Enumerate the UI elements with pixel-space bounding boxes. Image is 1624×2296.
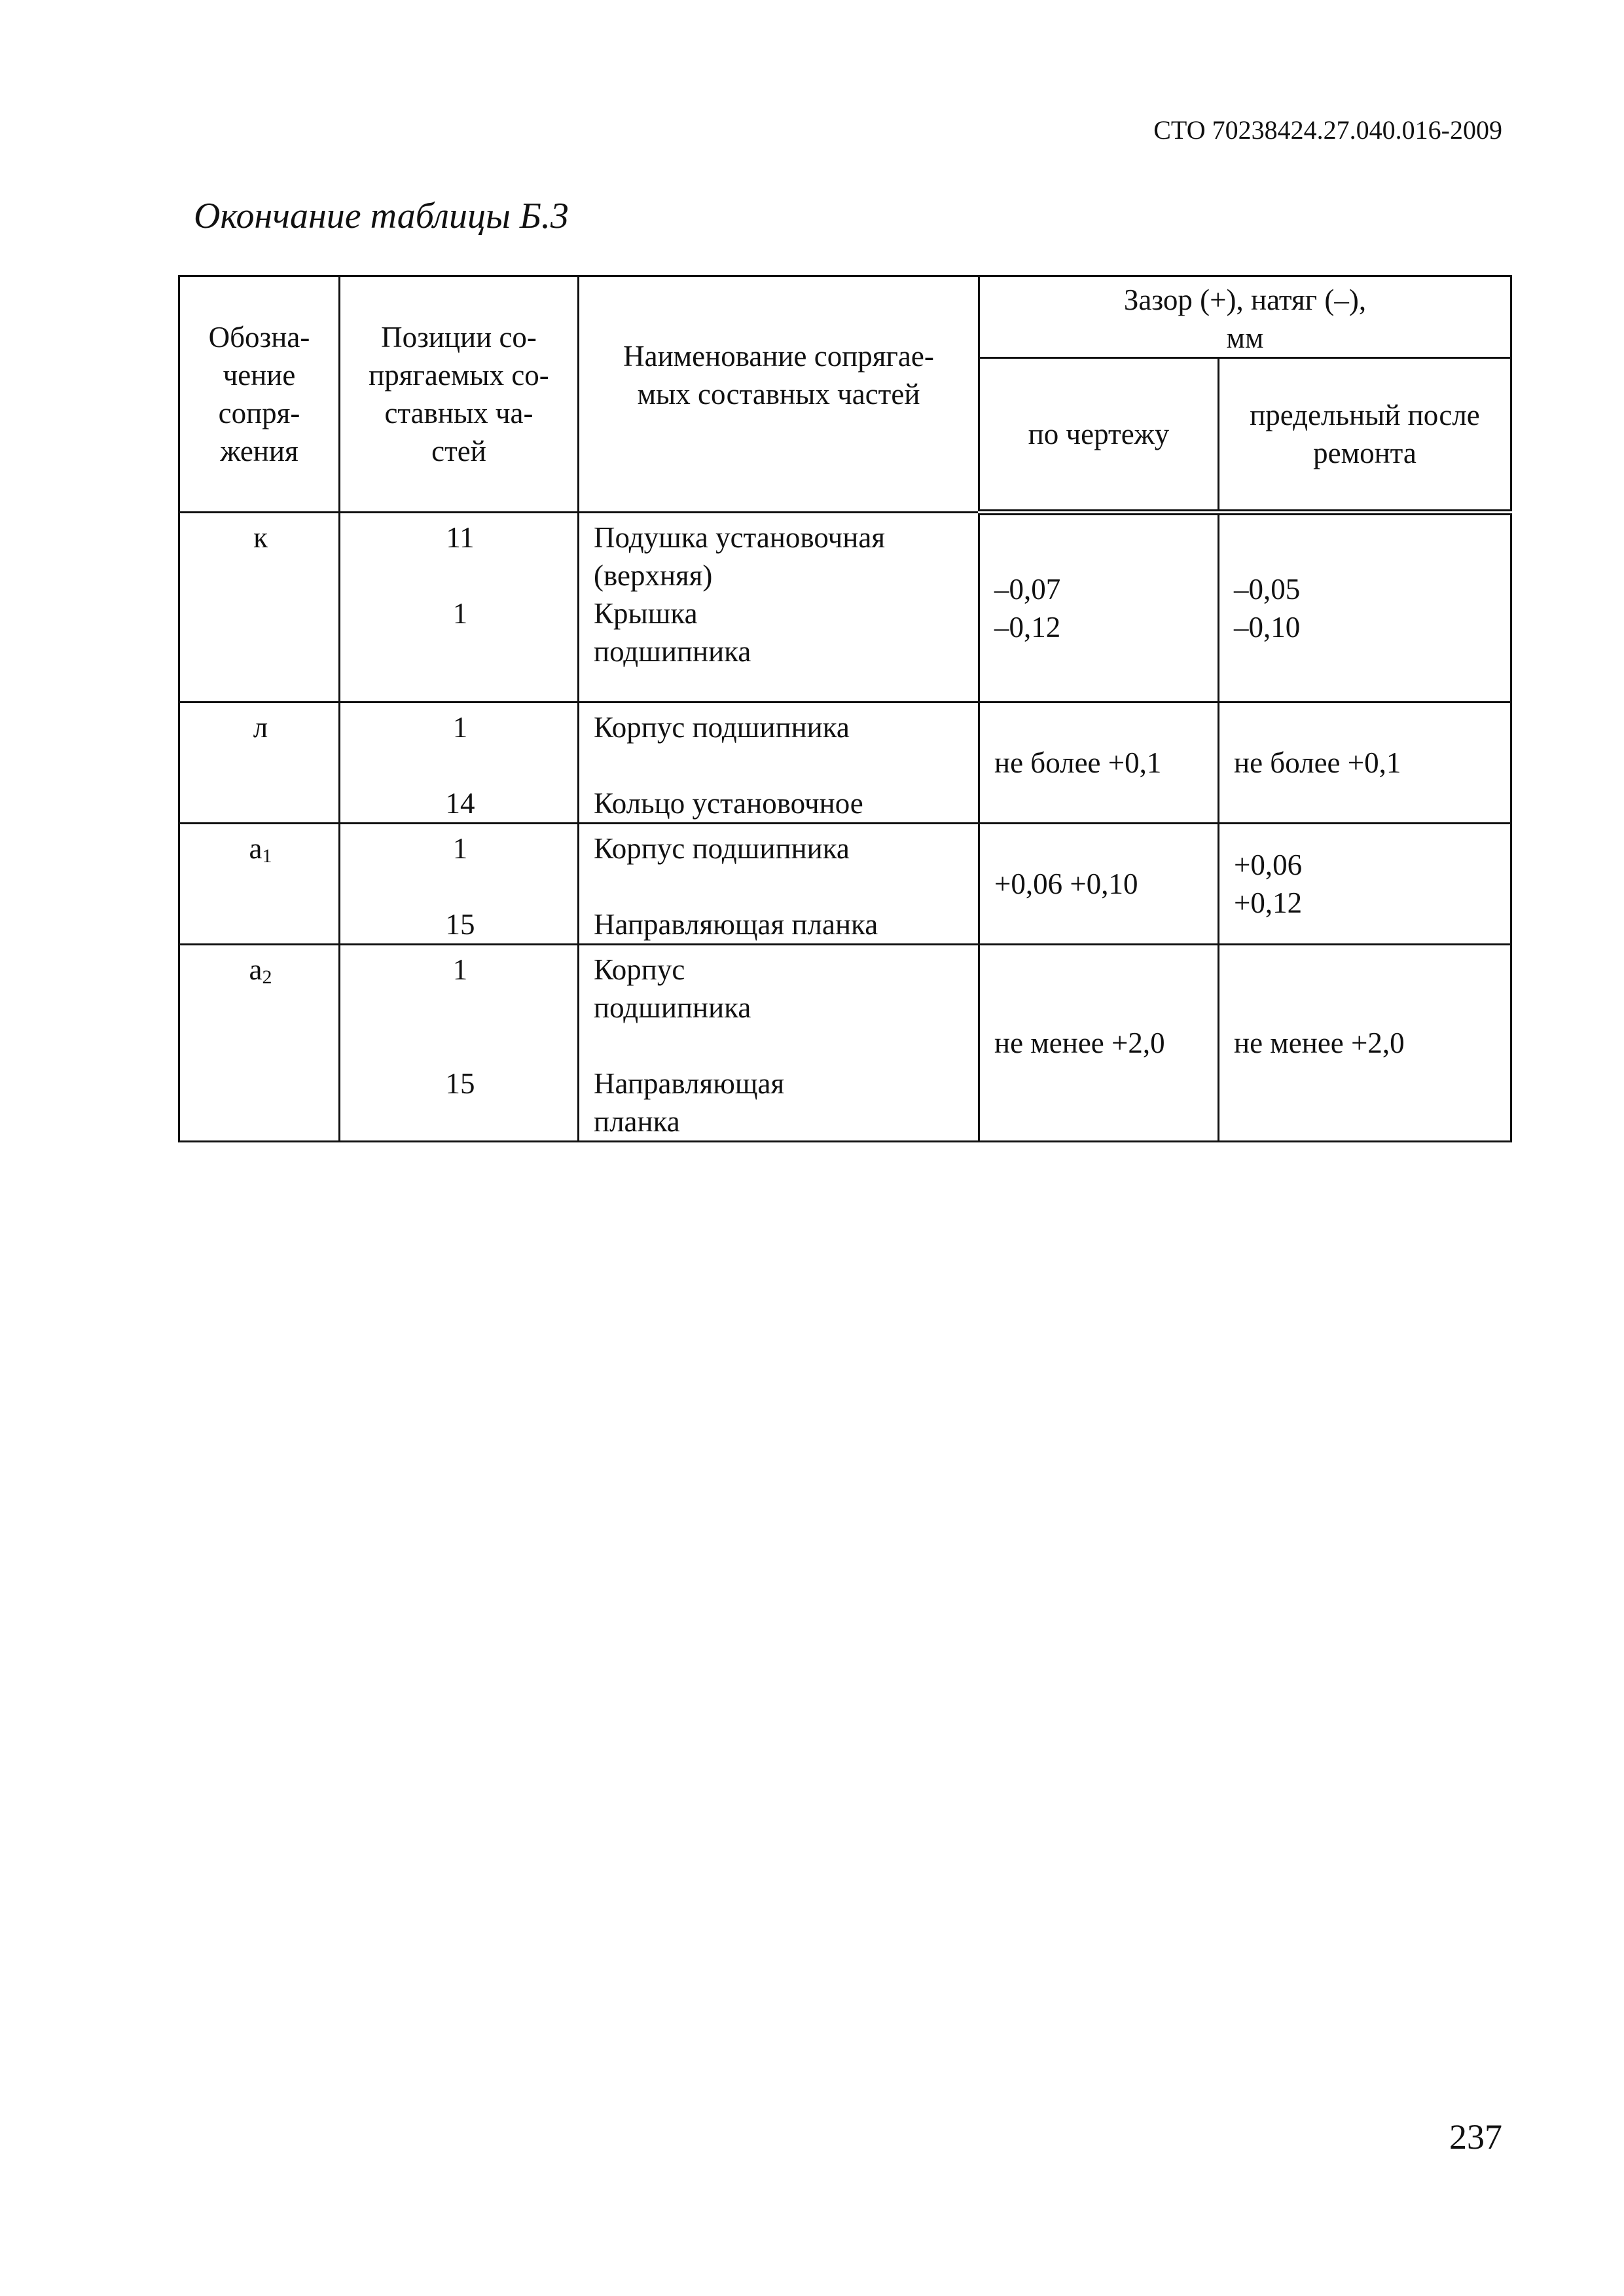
header-gap-group: Зазор (+), натяг (–), мм: [979, 276, 1511, 358]
document-code: СТО 70238424.27.040.016-2009: [1153, 115, 1502, 145]
drawing-value-cell: +0,06 +0,10: [979, 824, 1219, 945]
part-names-cell: Корпус подшипника Направляющая планка: [579, 824, 979, 945]
header-row-1: [179, 276, 1511, 358]
designation-cell: л: [179, 702, 340, 824]
page-number: 237: [1449, 2117, 1502, 2157]
positions-cell: 1 14: [340, 702, 579, 824]
header-part-name: Наименование сопрягае- мых составных частей: [579, 276, 979, 513]
part-names-cell: Подушка установочная (верхняя) Крышка подшипника: [579, 513, 979, 702]
part-names-cell: Корпус подшипника Кольцо установочное: [579, 702, 979, 824]
table-row: [179, 702, 1511, 824]
header-positions: Позиции со- прягаемых со- ставных ча- стей: [340, 276, 579, 513]
designation-cell: к: [179, 513, 340, 702]
clearance-table: [178, 275, 1512, 1142]
part-names-cell: Корпус подшипника Направляющая планка: [579, 945, 979, 1142]
table-row: [179, 824, 1511, 945]
designation-cell: $a_1$: [179, 824, 340, 945]
table-row: [179, 945, 1511, 1142]
drawing-value-cell: –0,07 –0,12: [979, 513, 1219, 702]
limit-value-cell: +0,06 +0,12: [1219, 824, 1511, 945]
table-row: [179, 513, 1511, 702]
limit-value-cell: не более +0,1: [1219, 702, 1511, 824]
positions-cell: 11 1: [340, 513, 579, 702]
table-caption: Окончание таблицы Б.3: [194, 196, 569, 236]
drawing-value-cell: не более +0,1: [979, 702, 1219, 824]
positions-cell: 1 15: [340, 824, 579, 945]
positions-cell: 1 15: [340, 945, 579, 1142]
designation-cell: $a_2$: [179, 945, 340, 1142]
header-limit-after-repair: предельный после ремонта: [1219, 358, 1511, 513]
limit-value-cell: не менее +2,0: [1219, 945, 1511, 1142]
header-by-drawing: по чертежу: [979, 358, 1219, 513]
drawing-value-cell: не менее +2,0: [979, 945, 1219, 1142]
header-designation: Обозна- чение сопря- жения: [179, 276, 340, 513]
limit-value-cell: –0,05 –0,10: [1219, 513, 1511, 702]
